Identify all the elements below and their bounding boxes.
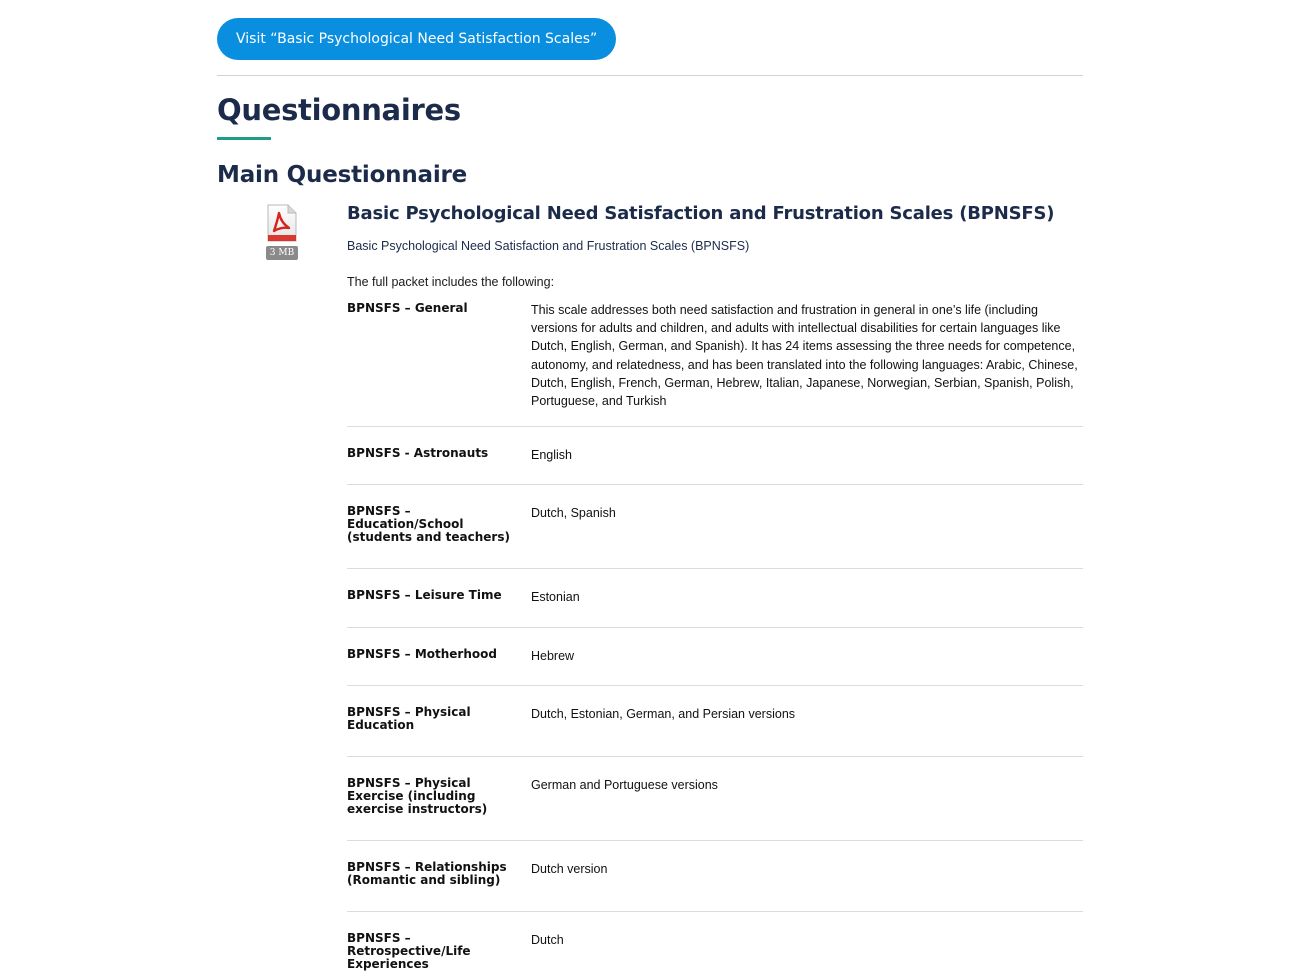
version-description: English <box>531 427 1083 485</box>
version-description: Dutch, Estonian, German, and Persian versions <box>531 685 1083 756</box>
table-row <box>347 685 1083 756</box>
version-name: BPNSFS – Retrospective/Life Experiences <box>347 930 471 971</box>
table-row <box>347 301 1083 427</box>
section-subtitle: Main Questionnaire <box>217 162 468 188</box>
version-description: This scale addresses both need satisfaction and frustration in general in one’s life (including versions for adults and children, and adults with intellectual disabilities for certain languages like Dutch, English, German, and Spanish). It has 24 items assessing the three needs for competence, autonomy, and relatedness, and has been translated into the following languages: Arabic, Chinese, Dutch, English, French, German, Hebrew, Italian, Japanese, Norwegian, Serbian, Spanish, Polish, Portuguese, and Turkish <box>531 301 1083 427</box>
version-name: BPNSFS – Motherhood <box>347 627 531 685</box>
visit-scales-button[interactable]: Visit “Basic Psychological Need Satisfaction Scales” <box>217 18 616 60</box>
version-description: Estonian <box>531 569 1083 627</box>
table-row <box>347 756 1083 840</box>
section-title: Questionnaires <box>217 93 461 127</box>
table-row <box>347 427 1083 485</box>
table-row <box>347 840 1083 911</box>
version-description: Hebrew <box>531 627 1083 685</box>
packet-intro: The full packet includes the following: <box>347 275 555 289</box>
table-row <box>347 569 1083 627</box>
table-row <box>347 485 1083 569</box>
table-row <box>347 627 1083 685</box>
version-name: BPNSFS – Physical Exercise (including exercise instructors) <box>347 756 531 840</box>
version-name: BPNSFS – General <box>347 301 531 427</box>
document-content <box>347 200 1083 971</box>
version-name: BPNSFS – Education/School (students and teachers) <box>347 485 531 569</box>
version-name: BPNSFS - Astronauts <box>347 427 531 485</box>
version-description: Dutch <box>531 932 564 947</box>
version-description: Dutch, Spanish <box>531 485 1083 569</box>
file-size-badge: 3 MB <box>266 246 298 260</box>
top-divider <box>217 75 1083 76</box>
versions-table <box>347 301 1083 971</box>
file-download[interactable] <box>265 204 299 260</box>
version-description: Dutch version <box>531 840 1083 911</box>
version-description: German and Portuguese versions <box>531 756 1083 840</box>
version-name: BPNSFS – Relationships (Romantic and sibling) <box>347 840 531 911</box>
document-title: Basic Psychological Need Satisfaction and Frustration Scales (BPNSFS) <box>347 203 1055 224</box>
version-name: BPNSFS – Leisure Time <box>347 569 531 627</box>
document-link[interactable]: Basic Psychological Need Satisfaction and Frustration Scales (BPNSFS) <box>347 239 750 253</box>
section-title-underline <box>217 137 271 140</box>
version-name: BPNSFS – Physical Education <box>347 685 531 756</box>
table-row <box>347 911 1083 971</box>
pdf-icon[interactable] <box>265 204 299 242</box>
